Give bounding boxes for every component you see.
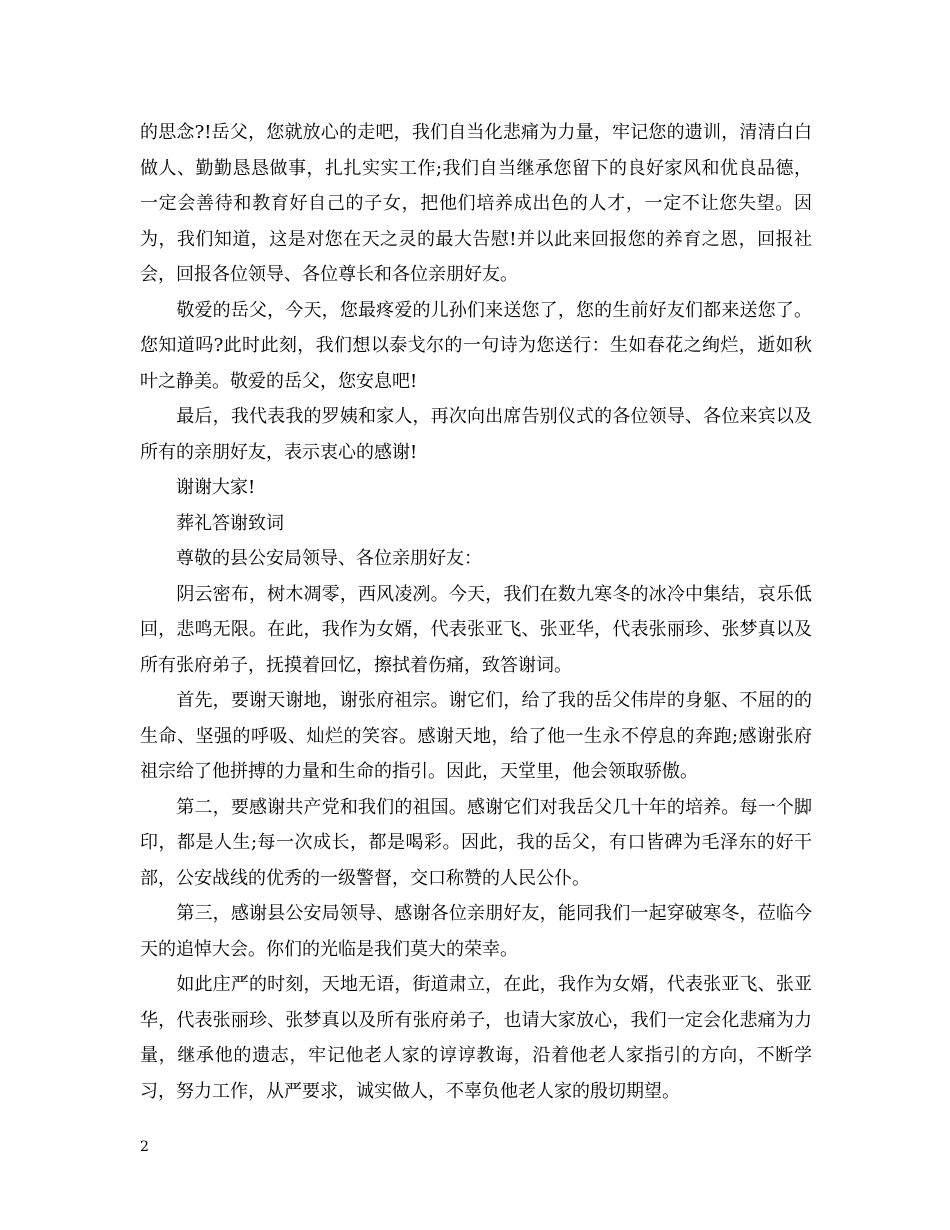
paragraph: 首先，要谢天谢地，谢张府祖宗。谢它们，给了我的岳父伟岸的身躯、不屈的的生命、坚强的呼吸、灿烂的笑容。感谢天地，给了他一生永不停息的奔跑;感谢张府祖宗给了他拼搏的力量和生命的指引。因此，天堂里，他会领取骄傲。 (140, 690, 812, 782)
paragraph: 的思念?!岳父，您就放心的走吧，我们自当化悲痛为力量，牢记您的遗训，清清白白做人、勤勤恳恳做事，扎扎实实工作;我们自当继承您留下的良好家风和优良品德，一定会善待和教育好自己的子女，把他们培养成出色的人才，一定不让您失望。因为，我们知道，这是对您在天之灵的最大告慰!并以此来回报您的养育之恩，回报社会，回报各位领导、各位尊长和各位亲朋好友。 (140, 122, 812, 285)
paragraph: 如此庄严的时刻，天地无语，街道肃立，在此，我作为女婿，代表张亚飞、张亚华，代表张丽珍、张梦真以及所有张府弟子，也请大家放心，我们一定会化悲痛为力量，继承他的遗志，牢记他老人家的谆谆教诲，沿着他老人家指引的方向，不断学习，努力工作，从严要求，诚实做人，不辜负他老人家的殷切期望。 (140, 974, 812, 1102)
document-body (140, 115, 812, 1109)
paragraph: 敬爱的岳父，今天，您最疼爱的儿孙们来送您了，您的生前好友们都来送您了。您知道吗?此时此刻，我们想以泰戈尔的一句诗为您送行：生如春花之绚烂，逝如秋叶之静美。敬爱的岳父，您安息吧! (140, 299, 812, 392)
paragraph: 最后，我代表我的罗姨和家人，再次向出席告别仪式的各位领导、各位来宾以及所有的亲朋好友，表示衷心的感谢! (140, 406, 812, 463)
paragraph: 第三，感谢县公安局领导、感谢各位亲朋好友，能同我们一起穿破寒冬，莅临今天的追悼大会。你们的光临是我们莫大的荣幸。 (140, 903, 812, 960)
salutation: 尊敬的县公安局领导、各位亲朋好友： (140, 548, 482, 569)
page-number: 2 (140, 1139, 149, 1155)
section-heading: 葬礼答谢致词 (140, 512, 284, 534)
paragraph: 第二，要感谢共产党和我们的祖国。感谢它们对我岳父几十年的培养。每一个脚印，都是人生;每一次成长，都是喝彩。因此，我的岳父，有口皆碑为毛泽东的好干部，公安战线的优秀的一级警督，交口称赞的人民公仆。 (140, 796, 812, 889)
paragraph: 阴云密布，树木凋零，西风凌冽。今天，我们在数九寒冬的冰冷中集结，哀乐低回，悲鸣无限。在此，我作为女婿，代表张亚飞、张亚华，代表张丽珍、张梦真以及所有张府弟子，抚摸着回忆，擦拭着伤痛，致答谢词。 (140, 583, 812, 676)
paragraph: 谢谢大家! (140, 477, 256, 498)
